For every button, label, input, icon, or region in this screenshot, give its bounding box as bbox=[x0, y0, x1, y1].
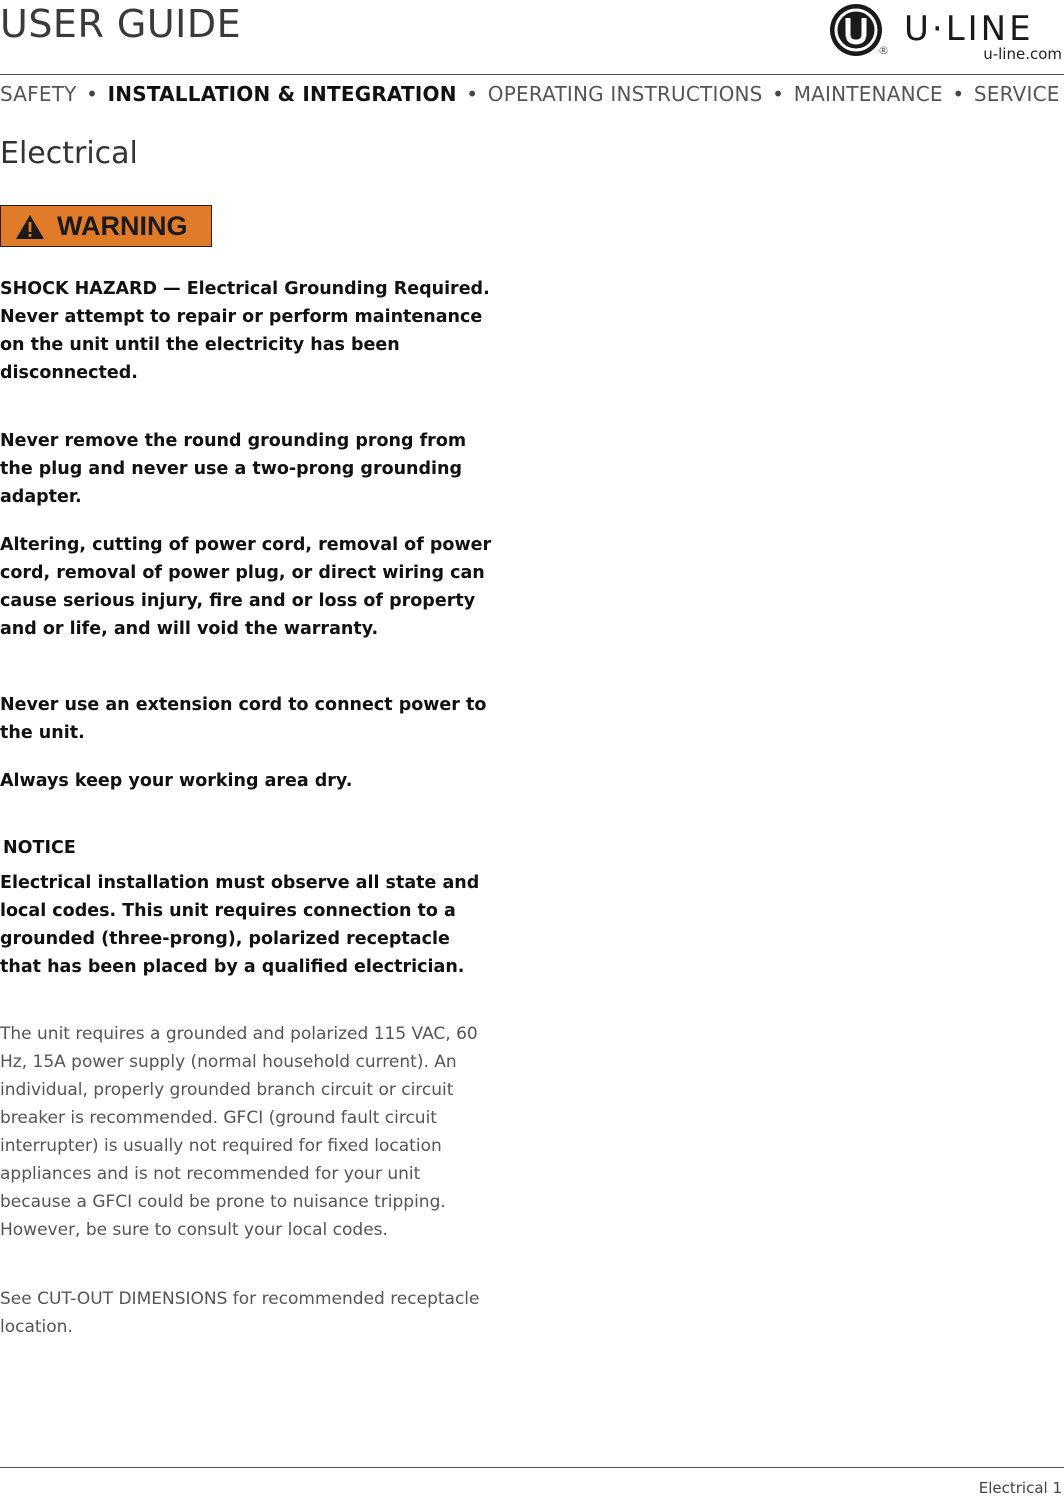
website-url[interactable]: u-line.com bbox=[983, 45, 1062, 63]
nav-item-service[interactable]: SERVICE bbox=[973, 82, 1060, 106]
power-requirements-paragraph: The unit requires a grounded and polarized 115 VAC, 60 Hz, 15A power supply (normal household current). An individual, properly grounded branch circuit or circuit breaker is recommended. GFCI (ground fault circuit interrupter) is usually not required for fixed location appliances and is not recommended for your unit because a GFCI could be prone to nuisance tripping. However, be sure to consult your local codes. bbox=[0, 1024, 478, 1240]
warning-paragraph: SHOCK HAZARD — Electrical Grounding Required. Never attempt to repair or perform maintenance on the unit until the electricity has been disconnected. bbox=[0, 279, 490, 383]
warning-label: WARNING bbox=[57, 211, 188, 241]
nav-separator: • bbox=[952, 82, 965, 106]
section-nav bbox=[0, 82, 1064, 106]
nav-separator: • bbox=[466, 82, 479, 106]
warning-paragraph: Always keep your working area dry. bbox=[0, 771, 353, 791]
warning-banner bbox=[0, 205, 212, 247]
nav-separator: • bbox=[86, 82, 99, 106]
header-divider bbox=[0, 74, 1064, 75]
page-number: Electrical 1 bbox=[978, 1479, 1062, 1497]
warning-paragraph: Never use an extension cord to connect power to the unit. bbox=[0, 695, 487, 743]
guide-title: USER GUIDE bbox=[0, 2, 242, 46]
warning-triangle-icon bbox=[15, 214, 45, 240]
nav-separator: • bbox=[772, 82, 785, 106]
nav-item-maintenance[interactable]: MAINTENANCE bbox=[793, 82, 943, 106]
notice-heading: NOTICE bbox=[3, 838, 76, 858]
nav-item-installation[interactable]: INSTALLATION & INTEGRATION bbox=[107, 82, 457, 106]
warning-paragraph: Altering, cutting of power cord, removal of power cord, removal of power plug, or direct wiring can cause serious injury, fire and or loss of property and or life, and will void the warranty. bbox=[0, 535, 492, 639]
nav-item-safety[interactable]: SAFETY bbox=[0, 82, 77, 106]
notice-text: Electrical installation must observe all state and local codes. This unit requires connection to a grounded (three-prong), polarized receptacle that has been placed by a qualified electrician. bbox=[0, 873, 480, 977]
receptacle-location-paragraph: See CUT-OUT DIMENSIONS for recommended receptacle location. bbox=[0, 1289, 480, 1337]
footer-divider bbox=[0, 1467, 1064, 1468]
registered-mark: ® bbox=[878, 44, 889, 57]
nav-item-operating[interactable]: OPERATING INSTRUCTIONS bbox=[487, 82, 763, 106]
warning-paragraph: Never remove the round grounding prong from the plug and never use a two-prong grounding adapter. bbox=[0, 431, 467, 507]
brand-wordmark: U·LINE bbox=[904, 9, 1034, 49]
section-title: Electrical bbox=[0, 136, 138, 171]
